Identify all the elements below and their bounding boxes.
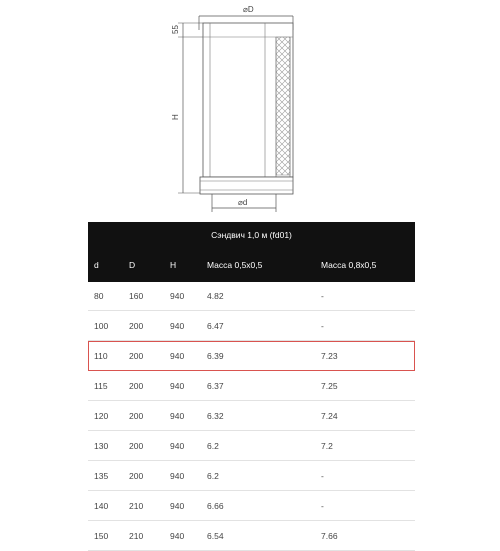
cell-D: 200 — [129, 350, 144, 361]
cell-mass-05: 6.2 — [207, 470, 219, 481]
table-row — [88, 371, 415, 401]
table-row — [88, 461, 415, 491]
cell-d: 130 — [94, 440, 109, 451]
height-dimension — [171, 23, 203, 193]
table-row — [88, 431, 415, 461]
cell-D: 200 — [129, 320, 144, 331]
cell-mass-08: - — [321, 470, 324, 481]
cell-mass-08: 7.23 — [321, 350, 338, 361]
cell-d: 115 — [94, 380, 108, 391]
inner-diameter-dimension — [212, 194, 276, 212]
cell-mass-08: 7.25 — [321, 380, 338, 391]
cell-mass-08: 7.66 — [321, 530, 338, 541]
cell-H: 940 — [170, 530, 185, 541]
header-mass-08: Масса 0,8х0,5 — [321, 260, 377, 270]
header-D: D — [129, 260, 136, 270]
cell-d: 150 — [94, 530, 109, 541]
cell-mass-05: 6.2 — [207, 440, 219, 451]
cell-mass-05: 6.39 — [207, 350, 224, 361]
cell-mass-05: 6.66 — [207, 500, 224, 511]
cell-mass-05: 4.82 — [207, 291, 224, 301]
cell-mass-05: 6.47 — [207, 320, 224, 331]
cell-mass-05: 6.32 — [207, 410, 224, 421]
pipe-spigot — [200, 177, 293, 194]
cell-d: 80 — [94, 291, 104, 301]
cell-mass-08: - — [321, 500, 324, 511]
table-header-row — [88, 248, 415, 282]
cell-d: 135 — [94, 470, 109, 481]
insulation-hatch — [276, 37, 290, 175]
table-row — [88, 282, 415, 311]
pipe-section-drawing — [0, 0, 500, 220]
cell-d: 110 — [94, 350, 108, 361]
cell-H: 940 — [170, 380, 185, 391]
top-dim-label: 55 — [171, 25, 180, 34]
table-row — [88, 521, 415, 551]
table-row — [88, 401, 415, 431]
cell-mass-08: 7.2 — [321, 440, 333, 451]
cell-mass-05: 6.54 — [207, 530, 224, 541]
cell-d: 100 — [94, 320, 109, 331]
cell-H: 940 — [170, 320, 185, 331]
header-H: H — [170, 260, 177, 270]
cell-mass-08: 7.24 — [321, 410, 338, 421]
pipe-body — [203, 23, 293, 177]
cell-mass-05: 6.37 — [207, 380, 224, 391]
cell-H: 940 — [170, 350, 185, 361]
outer-diameter-label: ⌀D — [243, 5, 254, 14]
cell-d: 120 — [94, 410, 109, 421]
cell-D: 160 — [129, 291, 144, 301]
cell-d: 140 — [94, 500, 109, 511]
table-title: Сэндвич 1,0 м (fd01) — [88, 222, 415, 248]
table-body — [88, 282, 415, 551]
inner-diameter-label: ⌀d — [238, 198, 248, 207]
cell-mass-08: - — [321, 291, 324, 301]
table-row — [88, 491, 415, 521]
cell-mass-08: - — [321, 320, 324, 331]
cell-H: 940 — [170, 440, 185, 451]
header-mass-05: Масса 0,5х0,5 — [207, 260, 263, 270]
cell-D: 200 — [129, 380, 144, 391]
cell-D: 200 — [129, 470, 144, 481]
spec-table — [88, 222, 415, 551]
cell-H: 940 — [170, 291, 185, 301]
cell-H: 940 — [170, 500, 185, 511]
table-row — [88, 311, 415, 341]
cell-H: 940 — [170, 470, 185, 481]
height-label: H — [171, 114, 180, 120]
cell-D: 210 — [129, 530, 144, 541]
cell-D: 200 — [129, 410, 144, 421]
header-d: d — [94, 260, 99, 270]
cell-D: 200 — [129, 440, 144, 451]
table-row-highlighted — [88, 341, 415, 371]
cell-D: 210 — [129, 500, 144, 511]
cell-H: 940 — [170, 410, 185, 421]
